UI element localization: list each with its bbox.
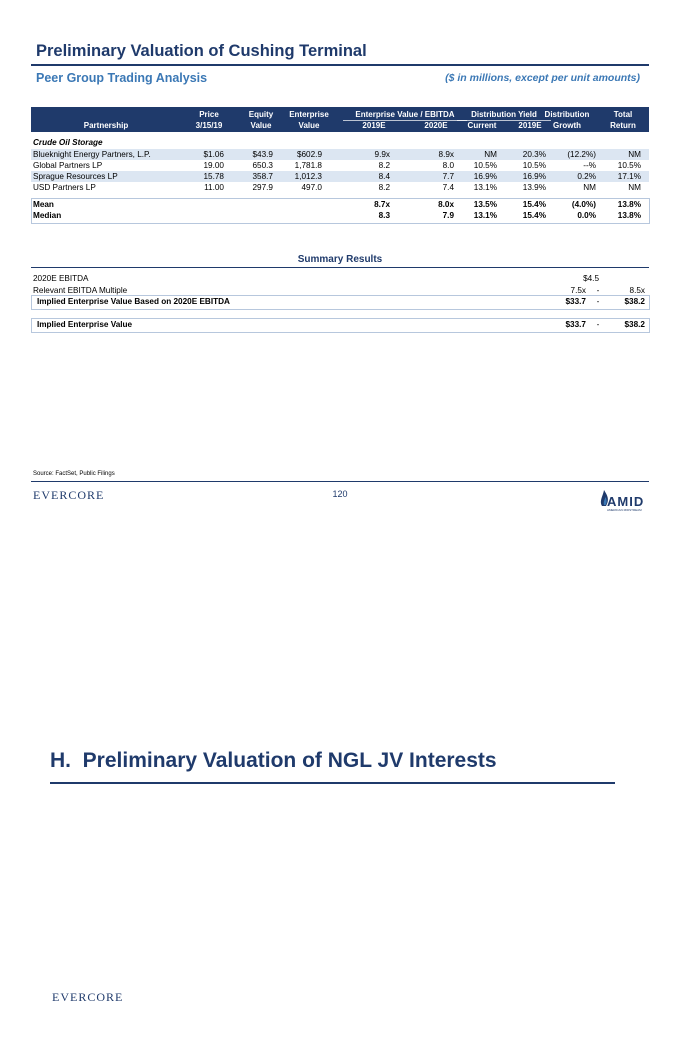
yield-2019-cell: 20.3%: [522, 150, 546, 159]
growth-cell: --%: [583, 161, 596, 170]
ev-2019-cell: 8.7x: [374, 200, 390, 209]
amid-logo-subtext: AMERICAN MIDSTREAM: [607, 508, 642, 512]
header-price-date: 3/15/19: [195, 121, 223, 130]
partnership-name: USD Partners LP: [33, 183, 96, 192]
summary-divider: [31, 267, 649, 268]
ev-2019-cell: 8.2: [378, 183, 390, 192]
implied-ebitda-high: $38.2: [624, 297, 645, 306]
return-cell: 13.8%: [617, 200, 641, 209]
return-cell: 17.1%: [617, 172, 641, 181]
header-yield-current: Current: [467, 121, 497, 130]
summary-implied-row: [31, 319, 649, 330]
section-label: Crude Oil Storage: [33, 138, 103, 147]
section-title: Preliminary Valuation of NGL JV Interests: [82, 749, 497, 772]
ev-2020-cell: 8.0: [442, 161, 454, 170]
implied-ebitda-low: $33.7: [565, 297, 586, 306]
header-enterprise: Enterprise: [289, 110, 329, 119]
table-row: [31, 149, 649, 160]
bottom-evercore-logo: EVERCORE: [52, 990, 124, 1004]
header-enterprise-value: Value: [298, 121, 320, 130]
return-cell: NM: [628, 183, 641, 192]
summary-ebitda-row: [31, 273, 649, 284]
header-total: Total: [613, 110, 633, 119]
section-letter: H.: [50, 749, 71, 772]
header-partnership: Partnership: [83, 121, 129, 130]
price-cell: 11.00: [204, 183, 224, 192]
header-ev-2019e: 2019E: [362, 121, 386, 130]
evercore-logo: EVERCORE: [33, 488, 105, 502]
price-cell: $1.06: [203, 150, 224, 159]
table-row: [31, 160, 649, 171]
growth-cell: 0.2%: [577, 172, 596, 181]
header-distribution-yield: Distribution Yield: [471, 110, 537, 119]
multiple-label: Relevant EBITDA Multiple: [33, 286, 128, 295]
header-distribution: Distribution: [544, 110, 590, 119]
page-subtitle: Peer Group Trading Analysis: [36, 71, 208, 85]
ev-cell: 497.0: [301, 183, 322, 192]
yield-2019-cell: 15.4%: [522, 211, 546, 220]
ev-cell: 1,012.3: [294, 172, 322, 181]
source-note: Source: FactSet, Public Filings: [33, 471, 115, 477]
multiple-low: 7.5x: [570, 286, 586, 295]
multiple-high: 8.5x: [629, 286, 645, 295]
growth-cell: NM: [583, 183, 596, 192]
amid-logo-text: AMID: [607, 494, 645, 509]
summary-implied-ebitda-row: [31, 296, 649, 307]
return-cell: NM: [628, 150, 641, 159]
page-number: 120: [332, 489, 348, 499]
units-note: ($ in millions, except per unit amounts): [445, 72, 640, 84]
ebitda-label: 2020E EBITDA: [33, 274, 89, 283]
ev-2019-cell: 8.4: [378, 172, 390, 181]
ev-cell: 1,781.8: [294, 161, 322, 170]
yield-current-cell: 16.9%: [473, 172, 497, 181]
price-cell: 19.00: [203, 161, 224, 170]
yield-current-cell: 10.5%: [473, 161, 497, 170]
footer-divider: [31, 481, 649, 482]
partnership-name: Sprague Resources LP: [33, 172, 118, 181]
ev-cell: $602.9: [296, 150, 322, 159]
ev-2019-cell: 8.3: [378, 211, 390, 220]
header-equity: Equity: [248, 110, 274, 119]
yield-current-cell: 13.1%: [473, 183, 497, 192]
ev-2020-cell: 7.4: [442, 183, 454, 192]
header-equity-value: Value: [250, 121, 272, 130]
ev-2019-cell: 9.9x: [374, 150, 390, 159]
price-cell: 15.78: [203, 172, 224, 181]
growth-cell: (12.2%): [567, 150, 596, 159]
implied-label: Implied Enterprise Value: [37, 320, 133, 329]
stats-row-median: [31, 210, 649, 221]
growth-cell: 0.0%: [577, 211, 596, 220]
implied-ebitda-label: Implied Enterprise Value Based on 2020E EBITDA: [37, 297, 230, 306]
yield-2019-cell: 10.5%: [522, 161, 546, 170]
implied-low: $33.7: [565, 320, 586, 329]
ev-2020-cell: 7.7: [442, 172, 454, 181]
table-row: [31, 171, 649, 182]
amid-logo: [598, 486, 650, 514]
equity-cell: $43.9: [252, 150, 273, 159]
equity-cell: 650.3: [252, 161, 273, 170]
stats-row-mean: [31, 199, 649, 210]
section-divider: [50, 782, 615, 784]
partnership-name: Global Partners LP: [33, 161, 103, 170]
table-row: [31, 182, 649, 193]
yield-2019-cell: 15.4%: [522, 200, 546, 209]
header-price: Price: [199, 110, 219, 119]
return-cell: 13.8%: [617, 211, 641, 220]
yield-2019-cell: 13.9%: [522, 183, 546, 192]
page-title: Preliminary Valuation of Cushing Terminal: [36, 42, 367, 60]
implied-ebitda-dash: -: [596, 297, 600, 306]
return-cell: 10.5%: [617, 161, 641, 170]
summary-title: Summary Results: [297, 254, 383, 265]
header-return: Return: [610, 121, 636, 130]
equity-cell: 358.7: [252, 172, 273, 181]
ebitda-value: $4.5: [583, 274, 599, 283]
ev-2020-cell: 7.9: [442, 211, 454, 220]
growth-cell: (4.0%): [571, 200, 596, 209]
peer-table-header: [31, 107, 649, 132]
section-heading: [50, 749, 497, 773]
partnership-name: Blueknight Energy Partners, L.P.: [33, 150, 151, 159]
yield-current-cell: 13.5%: [473, 200, 497, 209]
equity-cell: 297.9: [252, 183, 273, 192]
stat-label: Median: [33, 211, 62, 220]
multiple-dash: -: [596, 286, 600, 295]
header-ev-2020e: 2020E: [424, 121, 448, 130]
yield-current-cell: 13.1%: [473, 211, 497, 220]
header-yield-2019e: 2019E: [518, 121, 542, 130]
header-growth: Growth: [553, 121, 581, 130]
yield-current-cell: NM: [484, 150, 497, 159]
ev-2020-cell: 8.9x: [438, 150, 454, 159]
implied-high: $38.2: [624, 320, 645, 329]
implied-dash: -: [596, 320, 600, 329]
stat-label: Mean: [33, 200, 54, 209]
ev-2019-cell: 8.2: [378, 161, 390, 170]
title-divider: [31, 64, 649, 66]
yield-2019-cell: 16.9%: [522, 172, 546, 181]
header-ev-ebitda: Enterprise Value / EBITDA: [355, 110, 455, 119]
ev-2020-cell: 8.0x: [438, 200, 454, 209]
